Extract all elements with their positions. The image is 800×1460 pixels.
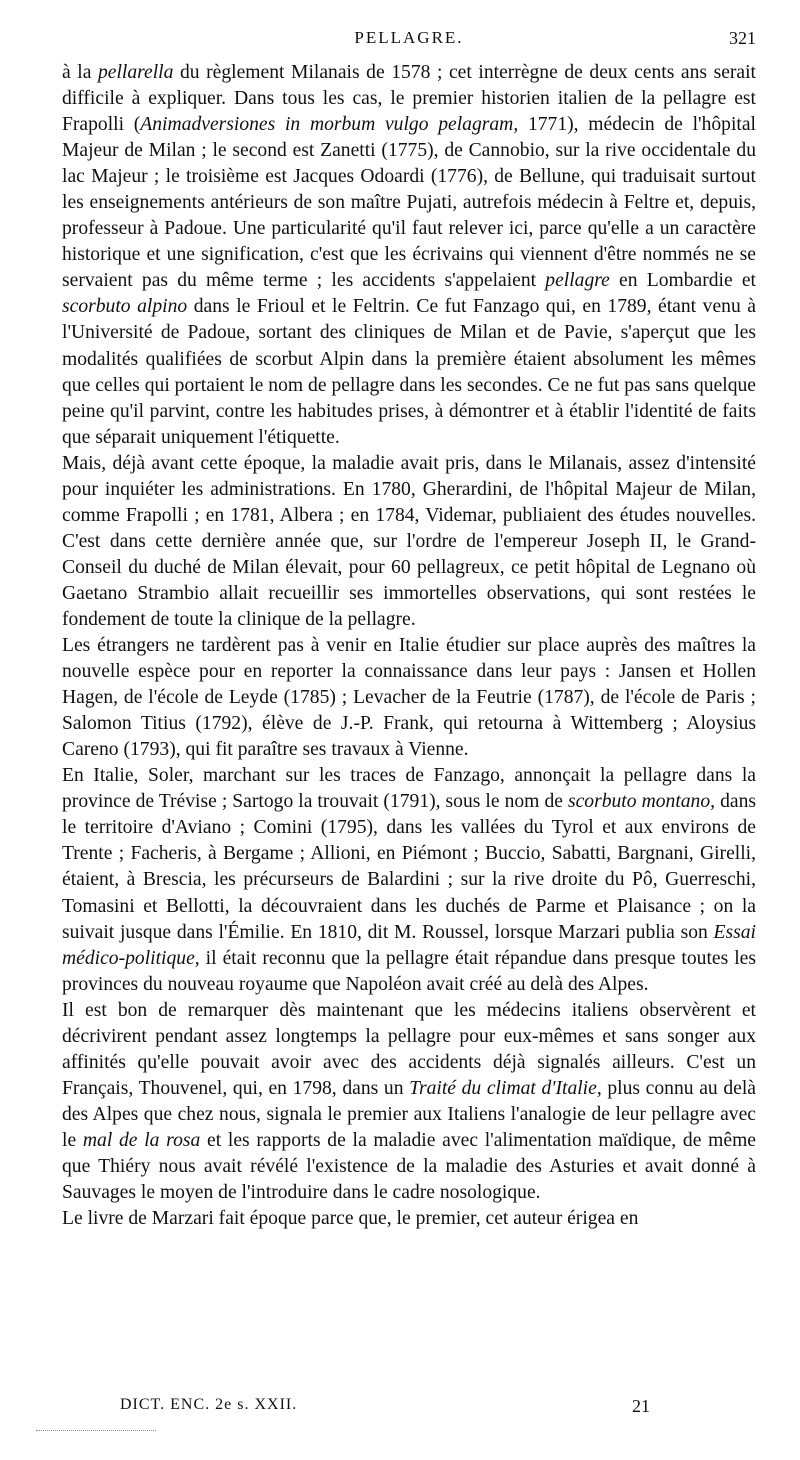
text-run: plus connu au delà des Alpes que chez nous, signala le premier aux Italiens l'analogie de leur pellagre avec le (62, 1077, 756, 1151)
paragraph (62, 451, 756, 633)
signature-mark: DICT. ENC. 2e s. XXII. (120, 1396, 298, 1413)
text-run: du règlement Milanais de 1578 ; cet interrègne de deux cents ans serait difficile à expliquer. Dans tous les cas, le premier historien italien de la pellagre est Frapolli ( (62, 62, 756, 136)
paragraph (62, 1206, 756, 1232)
paragraph (62, 633, 756, 763)
text-run: dans le territoire d'Aviano ; Comini (1795), dans les vallées du Tyrol et aux environs de Trente ; Facheris, à Bergame ; Allioni, en Piémont ; Buccio, Sabatti, Bargnani, Girelli, étaient, à Brescia, les précurseurs de Balardini ; sur la rive droite du Pô, Guerreschi, Tomasini et Bellotti, la découvraient dans les duchés de Parme et Plaisance ; on la suivait jusque dans l'Émilie. En 1810, dit M. Roussel, lorsque Marzari publia son (62, 791, 756, 943)
text-run: et les rapports de la maladie avec l'alimentation maïdique, de même que Thiéry nous avait révélé l'existence de la maladie des Asturies et avait donné à Sauvages le moyen de l'introduire dans le cadre nosologique. (62, 1129, 757, 1204)
text-run: 1771), médecin de l'hôpital Majeur de Milan ; le second est Zanetti (1775), de Cannobio, sur la rive occidentale du lac Majeur ; le troisième est Jacques Odoardi (1776), de Bellune, qui traduisait surtout les enseignements antérieurs de son maître Pujati, autrefois médecin à Feltre et, depuis, professeur à Padoue. Une particularité qu'il faut relever ici, parce qu'elle a un caractère historique et une signification, c'est que les écrivains qui viennent d'être nommés ne se servaient pas du même terme ; les accidents s'appelaient (62, 114, 756, 292)
text-run: Le livre de Marzari fait époque parce que, le premier, cet auteur érigea en (62, 1208, 639, 1230)
text-run: en Lombardie et (609, 270, 757, 292)
scan-artifact (36, 1430, 156, 1432)
sheet-number: 21 (632, 1396, 650, 1416)
running-head (62, 28, 756, 52)
text-run: Mais, déjà avant cette époque, la maladie avait pris, dans le Milanais, assez d'intensité pour inquiéter les administrations. En 1780, Gherardini, de l'hôpital Majeur de Milan, comme Frapolli ; en 1781, Albera ; en 1784, Videmar, publiaient des études nouvelles. C'est dans cette dernière année que, sur l'ordre de l'empereur Joseph II, le Grand-Conseil du duché de Milan élevait, pour 60 pellagreux, ce petit hôpital de Legnano où Gaetano Strambio allait recueillir ses immortelles observations, qui sont restées le fondement de toute la clinique de la pellagre. (62, 452, 756, 630)
page-footer (120, 1396, 680, 1422)
text-run: dans le Frioul et le Feltrin. Ce fut Fanzago qui, en 1789, étant venu à l'Université de Padoue, sortant des cliniques de Milan et de Pavie, s'aperçut que les modalités qualifiées de scorbut Alpin dans la première étaient absolument les mêmes que celles qui portaient le nom de pellagre dans les secondes. Ce ne fut pas sans quelque peine qu'il parvint, contre les habitudes prises, à démontrer et à établir l'identité de faits que séparait uniquement l'étiquette. (62, 296, 756, 448)
italic-text-run: mal de la rosa (82, 1129, 201, 1151)
italic-text-run: Traité du climat d'Italie, (409, 1077, 602, 1099)
paragraph (62, 60, 756, 451)
italic-text-run: Essai médico-politique, (62, 921, 756, 969)
text-run: il était reconnu que la pellagre était répandue dans presque toutes les provinces du nouveau royaume que Napoléon avait créé au delà des Alpes. (62, 947, 756, 995)
text-run: Les étrangers ne tardèrent pas à venir en Italie étudier sur place auprès des maîtres la nouvelle espèce pour en reporter la connaissance dans leur pays : Jansen et Hollen Hagen, de l'école de Leyde (1785) ; Levacher de la Feutrie (1787), de l'école de Paris ; Salomon Titius (1792), élève de J.-P. Frank, qui retourna à Wittemberg ; Aloysius Careno (1793), qui fit paraître ses travaux à Vienne. (62, 635, 756, 761)
italic-text-run: Animadversiones in morbum vulgo pelagram, (140, 114, 519, 136)
text-run: En Italie, Soler, marchant sur les traces de Fanzago, annonçait la pellagre dans la province de Trévise ; Sartogo la trouvait (1791), sous le nom de (62, 765, 756, 813)
body-text (62, 60, 756, 1232)
italic-text-run: scorbuto montano, (567, 791, 716, 813)
running-title: PELLAGRE. (354, 28, 464, 47)
italic-text-run: pellagre (545, 270, 610, 292)
paragraph (62, 998, 756, 1206)
italic-text-run: pellarella (97, 62, 174, 83)
text-run: à la (62, 62, 98, 83)
text-run: Il est bon de remarquer dès maintenant que les médecins italiens observèrent et décrivirent pendant assez longtemps la pellagre pour eux-mêmes et sans songer aux affinités qu'elle pouvait avoir avec des accidents déjà signalés ailleurs. C'est un Français, Thouvenel, qui, en 1798, dans un (62, 999, 756, 1099)
paragraph (62, 763, 756, 997)
page-number: 321 (729, 28, 756, 48)
italic-text-run: scorbuto alpino (62, 296, 188, 318)
